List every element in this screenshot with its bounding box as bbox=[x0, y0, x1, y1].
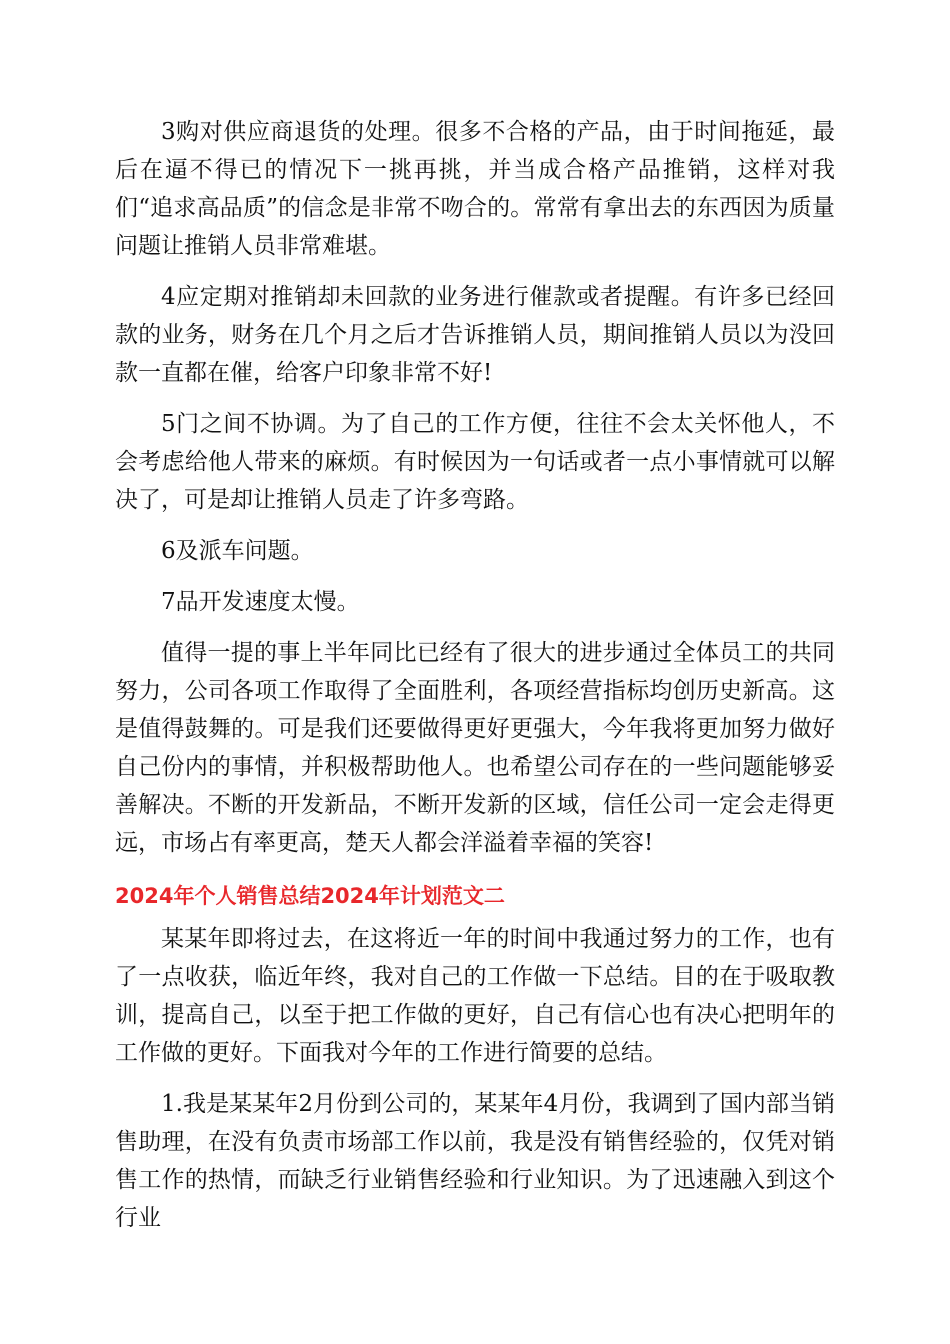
paragraph-department-coordination: 5门之间不协调。为了自己的工作方便，往往不会太关怀他人，不会考虑给他人带来的麻烦。有时候因为一句话或者一点小事情就可以解决了，可是却让推销人员走了许多弯路。 bbox=[115, 411, 835, 513]
paragraph-payment-reminders: 4应定期对推销却未回款的业务进行催款或者提醒。有许多已经回款的业务，财务在几个月之后才告诉推销人员，期间推销人员以为没回款一直都在催，给客户印象非常不好! bbox=[115, 284, 835, 386]
section-heading: 2024年个人销售总结2024年计划范文二 bbox=[115, 884, 505, 908]
paragraph-intro: 某某年即将过去，在这将近一年的时间中我通过努力的工作，也有了一点收获，临近年终，我对自己的工作做一下总结。目的在于吸取教训，提高自己，以至于把工作做的更好，自己有信心也有决心把明年的工作做的更好。下面我对今年的工作进行简要的总结。 bbox=[115, 926, 835, 1066]
paragraph-supplier-returns: 3购对供应商退货的处理。很多不合格的产品，由于时间拖延，最后在逼不得已的情况下一挑再挑，并当成合格产品推销，这样对我们“追求高品质”的信念是非常不吻合的。常常有拿出去的东西因为质量问题让推销人员非常难堪。 bbox=[115, 119, 835, 259]
paragraph-product-development: 7品开发速度太慢。 bbox=[161, 589, 360, 615]
paragraph-vehicle-dispatch: 6及派车问题。 bbox=[161, 538, 314, 564]
paragraph-item-1: 1.我是某某年2月份到公司的，某某年4月份，我调到了国内部当销售助理，在没有负责市场部工作以前，我是没有销售经验的，仅凭对销售工作的热情，而缺乏行业销售经验和行业知识。为了迅速融入到这个行业 bbox=[115, 1091, 835, 1231]
paragraph-conclusion: 值得一提的事上半年同比已经有了很大的进步通过全体员工的共同努力，公司各项工作取得了全面胜利，各项经营指标均创历史新高。这是值得鼓舞的。可是我们还要做得更好更强大，今年我将更加努力做好自己份内的事情，并积极帮助他人。也希望公司存在的一些问题能够妥善解决。不断的开发新品，不断开发新的区域，信任公司一定会走得更远，市场占有率更高，楚天人都会洋溢着幸福的笑容! bbox=[115, 640, 835, 856]
document-body bbox=[115, 113, 835, 1250]
